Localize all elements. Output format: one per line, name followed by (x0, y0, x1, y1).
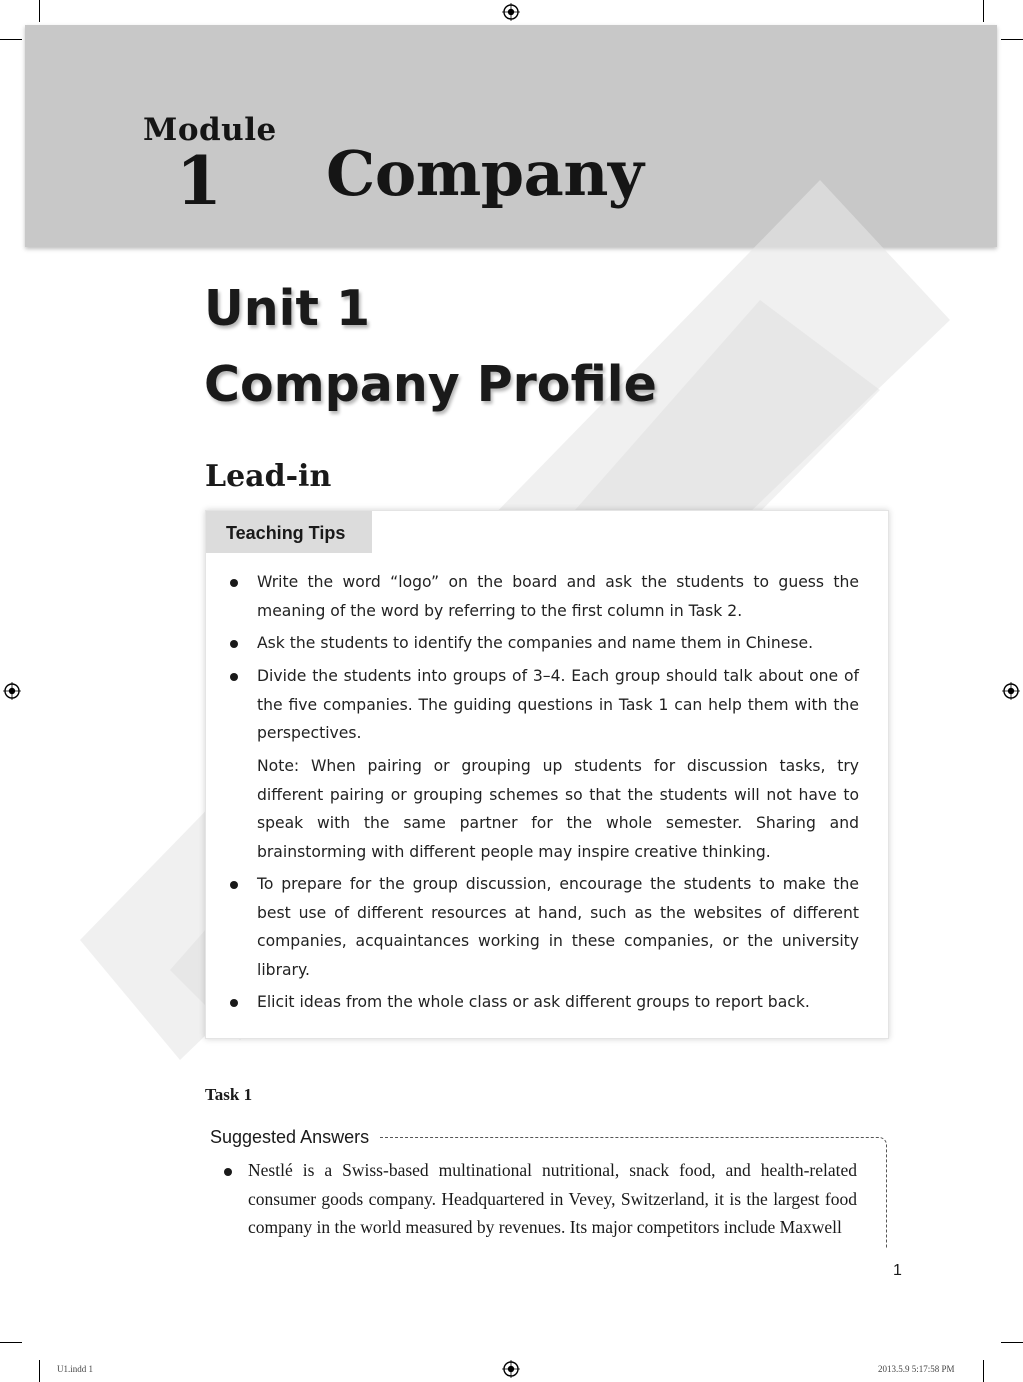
unit-title: Company Profile (204, 356, 657, 413)
teaching-tips-tab (206, 511, 372, 553)
task-label: Task 1 (205, 1085, 253, 1104)
bullet-icon (230, 999, 238, 1007)
tip-item: To prepare for the group discussion, encourage the students to make the best use of different resources at hand, such as the websites of different companies, acquaintances working in these companies, or the university library. (257, 875, 859, 979)
slug-timestamp: 2013.5.9 5:17:58 PM (878, 1364, 955, 1374)
tip-item: Elicit ideas from the whole class or ask different groups to report back. (257, 993, 810, 1011)
crop-mark (39, 1360, 40, 1382)
teaching-tips-box (205, 510, 889, 1039)
tip-item: Write the word “logo” on the board and ask the students to guess the meaning of the word by referring to the first column in Task 2. (257, 573, 859, 620)
crop-mark (1001, 39, 1023, 40)
module-title: Company (326, 137, 644, 210)
crop-mark (0, 39, 22, 40)
tip-note: Note: When pairing or grouping up students for discussion tasks, try different pairing or grouping schemes so that the students will not have to speak with the same partner for the whole semester. Sharing and brainstorming with different people may inspire creative thinking. (257, 757, 859, 861)
registration-mark-icon (502, 1360, 520, 1378)
section-heading: Lead-in (205, 459, 332, 494)
bullet-icon (224, 1168, 232, 1176)
bullet-icon (230, 673, 238, 681)
registration-mark-icon (1002, 682, 1020, 700)
module-label: Module (143, 112, 277, 148)
bullet-icon (230, 881, 238, 889)
registration-mark-icon (3, 682, 21, 700)
unit-number: Unit 1 (204, 280, 371, 337)
crop-mark (0, 1342, 22, 1343)
crop-mark (983, 1360, 984, 1382)
module-number: 1 (176, 142, 222, 220)
tip-item: Divide the students into groups of 3–4. Each group should talk about one of the five companies. The guiding questions in Task 1 can help them with the perspectives. (257, 667, 859, 742)
crop-mark (1001, 1342, 1023, 1343)
registration-mark-icon (502, 3, 520, 21)
suggested-answers-label: Suggested Answers (210, 1127, 377, 1148)
tip-item: Ask the students to identify the companies and name them in Chinese. (257, 634, 814, 652)
bullet-icon (230, 640, 238, 648)
page-number: 1 (893, 1262, 902, 1279)
crop-mark (983, 0, 984, 22)
teaching-tips-label: Teaching Tips (226, 523, 346, 543)
bullet-icon (230, 579, 238, 587)
answer-text: Nestlé is a Swiss-based multinational nutritional, snack food, and health-related consumer goods company. Headquartered in Vevey, Switzerland, it is the largest food company in the world measured by revenues. Its major competitors include Maxwell (248, 1160, 857, 1237)
crop-mark (39, 0, 40, 22)
slug-filename: U1.indd 1 (57, 1364, 93, 1374)
